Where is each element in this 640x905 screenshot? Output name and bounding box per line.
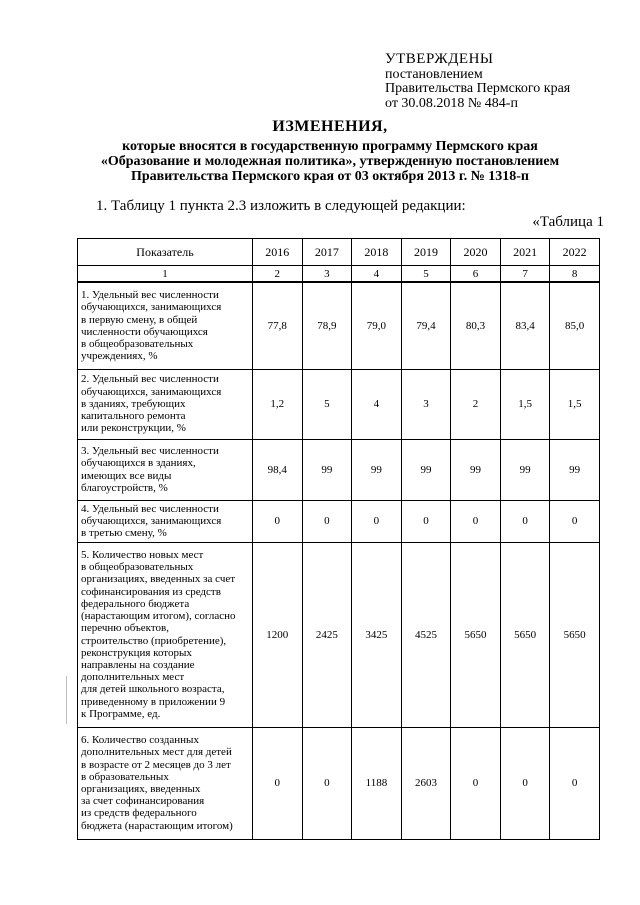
- indicator-name-line: 2. Удельный вес численности: [81, 373, 219, 386]
- header-year-2016: 2016: [253, 239, 303, 266]
- heading-line-1: которые вносятся в государственную программу Пермского края: [122, 139, 538, 155]
- table-row: [78, 439, 600, 500]
- heading-line-2: «Образование и молодежная политика», утвержденную постановлением: [100, 154, 560, 170]
- column-number: 6: [451, 266, 501, 283]
- indicator-name-line: капитального ремонта: [81, 410, 186, 423]
- indicator-name-line: строительство (приобретение),: [81, 634, 227, 647]
- value-cell: 99: [302, 439, 352, 500]
- value-cell: 99: [352, 439, 402, 500]
- indicator-name-line: в зданиях, требующих: [81, 397, 186, 410]
- value-cell: 1188: [352, 727, 402, 839]
- indicator-name-line: приведенному в приложении 9: [81, 695, 226, 708]
- indicator-name-line: в общеобразовательных: [81, 337, 194, 350]
- table-row: [78, 369, 600, 439]
- instruction-text: 1. Таблицу 1 пункта 2.3 изложить в следующей редакции:: [96, 198, 466, 214]
- indicator-name-line: в образовательных: [81, 770, 169, 783]
- indicator-name-line: 4. Удельный вес численности: [81, 502, 219, 515]
- value-cell: 99: [401, 439, 451, 500]
- approval-stamp: [385, 52, 625, 112]
- value-cell: 0: [253, 727, 303, 839]
- value-cell: 4: [352, 369, 402, 439]
- table-caption: «Таблица 1: [532, 214, 604, 230]
- value-cell: 80,3: [451, 282, 501, 369]
- indicator-name-line: учреждениях, %: [81, 350, 158, 363]
- indicator-name-line: обучающихся, занимающихся: [81, 514, 222, 527]
- indicator-name-cell: [78, 369, 253, 439]
- value-cell: 0: [550, 500, 600, 542]
- indicator-name-cell: [78, 727, 253, 839]
- value-cell: 2603: [401, 727, 451, 839]
- table-row: [78, 542, 600, 727]
- value-cell: 0: [500, 500, 550, 542]
- value-cell: 0: [451, 727, 501, 839]
- column-number: 2: [253, 266, 303, 283]
- approval-line-1: постановлением: [385, 66, 483, 82]
- indicator-name-line: имеющих все виды: [81, 469, 172, 482]
- indicator-table: [77, 238, 600, 840]
- value-cell: 0: [352, 500, 402, 542]
- table-column-number-row: [78, 266, 600, 283]
- indicator-name-line: в первую смену, в общей: [81, 313, 198, 326]
- header-year-2019: 2019: [401, 239, 451, 266]
- indicator-name-line: в третью смену, %: [81, 527, 167, 540]
- value-cell: 5650: [550, 542, 600, 727]
- indicator-name-line: дополнительных мест для детей: [81, 746, 232, 759]
- indicator-name-line: для детей школьного возраста,: [81, 683, 225, 696]
- value-cell: 99: [550, 439, 600, 500]
- indicator-name-line: обучающихся в зданиях,: [81, 457, 196, 470]
- approval-line-2: Правительства Пермского края: [385, 81, 571, 97]
- value-cell: 3425: [352, 542, 402, 727]
- value-cell: 0: [500, 727, 550, 839]
- value-cell: 83,4: [500, 282, 550, 369]
- table-row: [78, 500, 600, 542]
- value-cell: 5: [302, 369, 352, 439]
- heading-line-3: Правительства Пермского края от 03 октября 2013 г. № 1318-п: [130, 169, 529, 185]
- table-header-row: [78, 239, 600, 266]
- heading-title: ИЗМЕНЕНИЯ,: [272, 118, 388, 135]
- value-cell: 77,8: [253, 282, 303, 369]
- indicator-name-line: (нарастающим итогом), согласно: [81, 610, 236, 623]
- approval-title: УТВЕРЖДЕНЫ: [385, 51, 494, 67]
- indicator-name-line: численности обучающихся: [81, 325, 208, 338]
- indicator-name-line: к Программе, ед.: [81, 707, 161, 720]
- column-number: 5: [401, 266, 451, 283]
- header-year-2018: 2018: [352, 239, 402, 266]
- value-cell: 79,4: [401, 282, 451, 369]
- value-cell: 3: [401, 369, 451, 439]
- value-cell: 0: [550, 727, 600, 839]
- indicator-name-line: организациях, введенных за счет: [81, 573, 236, 586]
- document-heading: [60, 118, 600, 185]
- value-cell: 99: [451, 439, 501, 500]
- value-cell: 98,4: [253, 439, 303, 500]
- value-cell: 0: [302, 727, 352, 839]
- indicator-name-cell: [78, 439, 253, 500]
- value-cell: 79,0: [352, 282, 402, 369]
- margin-scan-mark: [66, 676, 67, 724]
- indicator-name-line: реконструкция которых: [81, 646, 192, 659]
- indicator-name-cell: [78, 282, 253, 369]
- indicator-name-line: федерального бюджета: [81, 597, 190, 610]
- value-cell: 1,2: [253, 369, 303, 439]
- indicator-name-line: бюджета (нарастающим итогом): [81, 819, 233, 832]
- indicator-name-line: или реконструкции, %: [81, 422, 186, 435]
- indicator-name-line: благоустройств, %: [81, 481, 168, 494]
- value-cell: 0: [302, 500, 352, 542]
- indicator-name-line: организациях, введенных: [81, 783, 201, 795]
- indicator-name-line: софинансирования из средств: [81, 585, 221, 598]
- value-cell: 1,5: [500, 369, 550, 439]
- indicator-name-line: в общеобразовательных: [81, 561, 194, 574]
- value-cell: 78,9: [302, 282, 352, 369]
- indicator-name-line: обучающихся, занимающихся: [81, 301, 222, 314]
- value-cell: 2: [451, 369, 501, 439]
- indicator-name-line: перечню объектов,: [81, 622, 169, 635]
- header-indicator: Показатель: [78, 239, 253, 266]
- value-cell: 4525: [401, 542, 451, 727]
- indicator-name-line: 1. Удельный вес численности: [81, 289, 219, 302]
- value-cell: 85,0: [550, 282, 600, 369]
- column-number: 3: [302, 266, 352, 283]
- indicator-name-line: в возрасте от 2 месяцев до 3 лет: [81, 758, 231, 771]
- value-cell: 1,5: [550, 369, 600, 439]
- header-year-2020: 2020: [451, 239, 501, 266]
- value-cell: 99: [500, 439, 550, 500]
- header-year-2021: 2021: [500, 239, 550, 266]
- indicator-name-cell: [78, 542, 253, 727]
- indicator-name-line: 5. Количество новых мест: [81, 549, 204, 562]
- header-year-2017: 2017: [302, 239, 352, 266]
- approval-line-3: от 30.08.2018 № 484-п: [385, 96, 518, 112]
- indicator-name-line: 3. Удельный вес численности: [81, 445, 219, 458]
- column-number: 1: [78, 266, 253, 283]
- value-cell: 2425: [302, 542, 352, 727]
- indicator-name-line: из средств федерального: [81, 807, 197, 820]
- table-row: [78, 727, 600, 839]
- indicator-name-line: обучающихся, занимающихся: [81, 385, 222, 398]
- indicator-name-line: за счет софинансирования: [81, 795, 205, 808]
- column-number: 8: [550, 266, 600, 283]
- value-cell: 0: [401, 500, 451, 542]
- indicator-name-line: 6. Количество созданных: [81, 734, 199, 747]
- column-number: 4: [352, 266, 402, 283]
- indicator-name-line: направлены на создание: [81, 658, 195, 671]
- value-cell: 0: [451, 500, 501, 542]
- indicator-name-line: дополнительных мест: [81, 671, 185, 684]
- value-cell: 5650: [451, 542, 501, 727]
- header-year-2022: 2022: [550, 239, 600, 266]
- column-number: 7: [500, 266, 550, 283]
- indicator-name-cell: [78, 500, 253, 542]
- table-row: [78, 282, 600, 369]
- value-cell: 5650: [500, 542, 550, 727]
- value-cell: 1200: [253, 542, 303, 727]
- value-cell: 0: [253, 500, 303, 542]
